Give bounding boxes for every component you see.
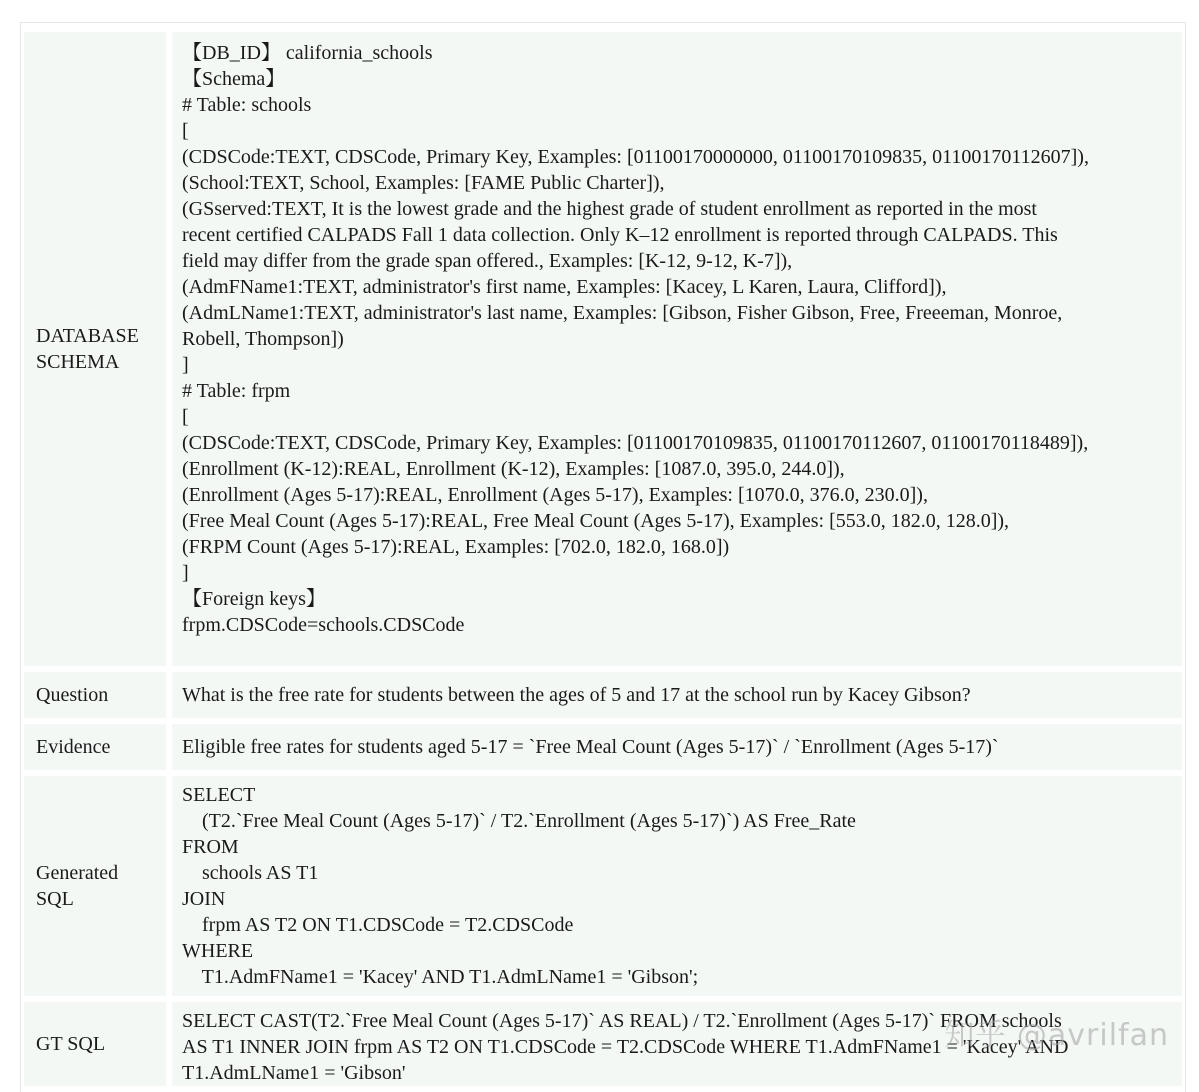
text-line: (AdmFName1:TEXT, administrator's first name, Examples: [Kacey, L Karen, Laura, Clifford]), bbox=[182, 276, 947, 298]
text-line: [ bbox=[182, 120, 189, 142]
table-row-question bbox=[24, 672, 1182, 718]
text-line: (GSserved:TEXT, It is the lowest grade and the highest grade of student enrollment as reported in the most bbox=[182, 198, 1037, 220]
text-line: T1.AdmLName1 = 'Gibson' bbox=[182, 1062, 406, 1084]
evidence-text: Eligible free rates for students aged 5-17 = `Free Meal Count (Ages 5-17)` / `Enrollment (Ages 5-17)` bbox=[172, 724, 1182, 770]
text-line: [ bbox=[182, 406, 189, 428]
text-line: field may differ from the grade span offered., Examples: [K-12, 9-12, K-7]), bbox=[182, 250, 793, 272]
question-text: What is the free rate for students between the ages of 5 and 17 at the school run by Kacey Gibson? bbox=[172, 672, 1182, 718]
table-row-generated-sql bbox=[24, 776, 1182, 996]
text-line: (Free Meal Count (Ages 5-17):REAL, Free Meal Count (Ages 5-17), Examples: [553.0, 182.0, 128.0]), bbox=[182, 510, 1010, 532]
generated-sql-label: Generated SQL bbox=[24, 776, 166, 996]
text-line: JOIN bbox=[182, 888, 226, 910]
text-line: (AdmLName1:TEXT, administrator's last name, Examples: [Gibson, Fisher Gibson, Free, Freeeman, Monroe, bbox=[182, 302, 1063, 324]
question-label: Question bbox=[24, 672, 166, 718]
text-line: ] bbox=[182, 562, 189, 584]
text-line: Robell, Thompson]) bbox=[182, 328, 344, 350]
table-row-schema bbox=[24, 32, 1182, 666]
text-line: (CDSCode:TEXT, CDSCode, Primary Key, Examples: [01100170109835, 01100170112607, 01100170118489]), bbox=[182, 432, 1089, 454]
text-line: 【Schema】 bbox=[182, 68, 286, 90]
text-line: T1.AdmFName1 = 'Kacey' AND T1.AdmLName1 = 'Gibson'; bbox=[182, 966, 699, 988]
evidence-label: Evidence bbox=[24, 724, 166, 770]
gt-sql-label: GT SQL bbox=[24, 1002, 166, 1086]
text-line: recent certified CALPADS Fall 1 data collection. Only K–12 enrollment is reported through CALPADS. This bbox=[182, 224, 1058, 246]
generated-sql-content bbox=[172, 776, 1182, 996]
text-line: (CDSCode:TEXT, CDSCode, Primary Key, Examples: [01100170000000, 01100170109835, 01100170112607]), bbox=[182, 146, 1089, 168]
text-line: WHERE bbox=[182, 940, 254, 962]
table-row-evidence bbox=[24, 724, 1182, 770]
text-line: (T2.`Free Meal Count (Ages 5-17)` / T2.`Enrollment (Ages 5-17)`) AS Free_Rate bbox=[182, 810, 856, 832]
text-line: frpm.CDSCode=schools.CDSCode bbox=[182, 614, 465, 636]
schema-content bbox=[172, 32, 1182, 666]
watermark: 知乎 @avrilfan bbox=[944, 1018, 1169, 1053]
text-line: 【Foreign keys】 bbox=[182, 588, 326, 610]
text-line: FROM bbox=[182, 836, 239, 858]
text-line: schools AS T1 bbox=[182, 862, 319, 884]
text-line: (Enrollment (K-12):REAL, Enrollment (K-12), Examples: [1087.0, 395.0, 244.0]), bbox=[182, 458, 845, 480]
text-line: 【DB_ID】 california_schools bbox=[182, 42, 433, 64]
text-line: frpm AS T2 ON T1.CDSCode = T2.CDSCode bbox=[182, 914, 574, 936]
text-line: (School:TEXT, School, Examples: [FAME Public Charter]), bbox=[182, 172, 665, 194]
text-line: # Table: frpm bbox=[182, 380, 291, 402]
text-line: SELECT bbox=[182, 784, 256, 806]
text-line: (FRPM Count (Ages 5-17):REAL, Examples: [702.0, 182.0, 168.0]) bbox=[182, 536, 730, 558]
text-line: ] bbox=[182, 354, 189, 376]
text-line: (Enrollment (Ages 5-17):REAL, Enrollment (Ages 5-17), Examples: [1070.0, 376.0, 230.0]), bbox=[182, 484, 928, 506]
text-line: AS T1 INNER JOIN frpm AS T2 ON T1.CDSCode = T2.CDSCode WHERE T1.AdmFName1 = 'Kacey' AND bbox=[182, 1036, 1069, 1058]
schema-label: DATABASE SCHEMA bbox=[24, 32, 166, 666]
text-line: # Table: schools bbox=[182, 94, 312, 116]
sql-example-table bbox=[24, 26, 1182, 1092]
text-line: SELECT CAST(T2.`Free Meal Count (Ages 5-17)` AS REAL) / T2.`Enrollment (Ages 5-17)` FROM schools bbox=[182, 1010, 1062, 1032]
